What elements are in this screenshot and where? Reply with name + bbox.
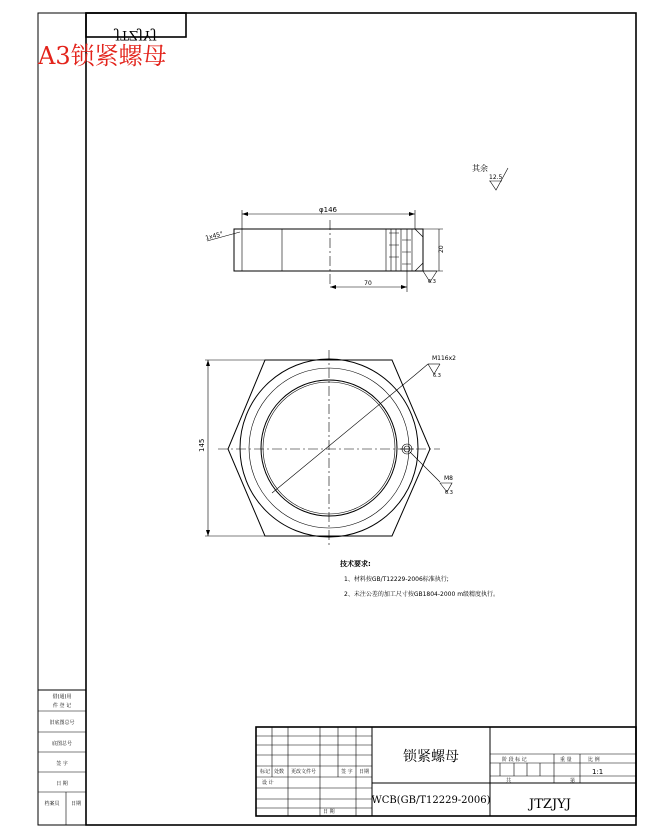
stage-label: 阶 段 标 记 <box>502 757 527 763</box>
inner-frame <box>86 13 636 825</box>
part-name: 锁紧螺母 <box>403 749 459 765</box>
scale-value: 1:1 <box>592 768 604 776</box>
tb-date-bottom: 日 期 <box>323 809 335 815</box>
strip-r5: 日 期 <box>56 781 68 787</box>
tb-design: 设 计 <box>262 780 274 786</box>
tb-mark: 标记 <box>260 769 271 775</box>
watermark-title: A3锁紧螺母 <box>38 42 167 70</box>
notes-title: 技术要求: <box>340 560 371 568</box>
hole-dim: M8 <box>444 475 453 482</box>
mirrored-drawing-number: JTZJYJ <box>115 27 157 42</box>
strip-r2: 旧底图总号 <box>49 720 75 726</box>
tb-sign: 签 字 <box>341 769 353 775</box>
thread-roughness: 6.3 <box>433 373 441 379</box>
rest-label: 其余 <box>472 164 488 173</box>
rest-roughness-value: 12.5 <box>489 174 503 181</box>
sheets-total: 共 <box>506 778 512 784</box>
scale-label: 比 例 <box>588 757 600 763</box>
strip-r1a: 借(通)用 <box>52 694 72 700</box>
material: WCB(GB/T12229-2006) <box>371 795 491 806</box>
front-view <box>198 350 456 548</box>
tb-count: 处数 <box>274 769 285 775</box>
thread-spec-dim: M116x2 <box>432 355 456 362</box>
side-roughness: 6.3 <box>428 279 436 285</box>
strip-r6a: 档案员 <box>44 801 60 807</box>
side-view <box>205 206 445 292</box>
outer-frame <box>38 13 636 825</box>
height-dim: 20 <box>438 245 445 253</box>
strip-r1b: 件 登 记 <box>52 703 72 709</box>
tb-date: 日期 <box>359 769 370 775</box>
across-flats-dim: 145 <box>198 438 206 452</box>
note-1: 1、材料按GB/T12229-2006标准执行; <box>344 576 449 583</box>
weight-label: 重 量 <box>560 757 572 763</box>
sheet-no: 第 <box>570 778 576 784</box>
strip-r4: 签 字 <box>56 761 68 767</box>
chamfer-dim: 1x45° <box>204 230 224 242</box>
note-2: 2、未注公差的加工尺寸按GB1804-2000 m级精度执行。 <box>344 591 500 598</box>
outer-diameter-dim: φ146 <box>319 206 337 214</box>
hole-roughness: 6.3 <box>445 490 453 496</box>
drawing-number: JTZJYJ <box>529 797 571 812</box>
tb-doc: 更改文件号 <box>291 769 317 775</box>
strip-r6b: 日期 <box>70 801 82 807</box>
thread-length-dim: 70 <box>364 280 372 287</box>
strip-r3: 底图总号 <box>51 741 73 747</box>
